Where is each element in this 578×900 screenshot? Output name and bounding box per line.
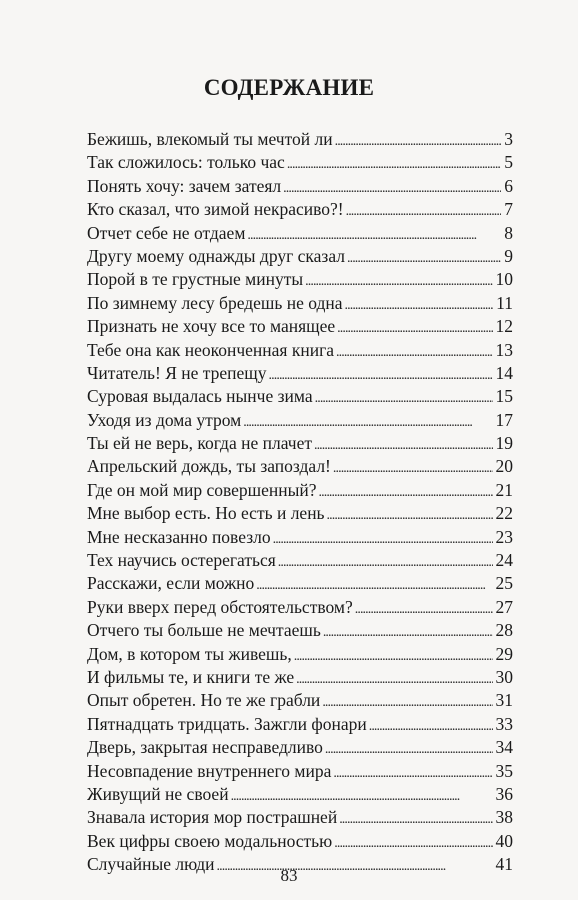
toc-entry-title: И фильмы те, и книги те же xyxy=(87,666,295,687)
page-number: 83 xyxy=(280,866,298,885)
toc-entry xyxy=(87,713,513,736)
dot-leader xyxy=(283,177,501,200)
toc-entry-title: Отчего ты больше не мечтаешь xyxy=(87,620,321,641)
toc-entry-page: 8 xyxy=(504,222,513,243)
dot-leader xyxy=(345,294,494,317)
toc-entry-title: Кто сказал, что зимой некрасиво?! xyxy=(87,199,344,220)
dot-leader xyxy=(337,317,492,340)
toc-entry xyxy=(87,502,513,525)
toc-entry xyxy=(87,245,513,268)
toc-entry-page: 20 xyxy=(495,456,513,477)
toc-heading: СОДЕРЖАНИЕ xyxy=(203,75,375,100)
toc-entry-title: Другу моему однажды друг сказал xyxy=(87,245,345,266)
dot-leader xyxy=(339,808,492,831)
toc-entry xyxy=(87,268,513,291)
toc-entry-page: 40 xyxy=(495,830,513,851)
toc-entry-page: 22 xyxy=(495,503,513,524)
toc-entry-title: Случайные люди xyxy=(87,854,215,875)
toc-entry-page: 13 xyxy=(495,339,513,360)
dot-leader xyxy=(333,457,493,480)
toc-entry-page: 14 xyxy=(495,362,513,383)
toc-entry xyxy=(87,339,513,362)
dot-leader xyxy=(243,411,492,434)
dot-leader xyxy=(294,645,493,668)
dot-leader xyxy=(247,224,501,247)
dot-leader xyxy=(322,691,492,714)
toc-entry-title: Опыт обретен. Но те же грабли xyxy=(87,690,321,711)
dot-leader xyxy=(278,551,493,574)
toc-entry-title: Так сложилось: только час xyxy=(87,152,285,173)
toc-entry xyxy=(87,736,513,759)
toc-entry-page: 21 xyxy=(495,479,513,500)
toc-entry-page: 3 xyxy=(504,129,513,149)
toc-entry-title: Расскажи, если можно xyxy=(87,573,255,594)
dot-leader xyxy=(231,785,493,808)
dot-leader xyxy=(346,200,502,223)
toc-entry-title: По зимнему лесу бредешь не одна xyxy=(87,292,343,313)
dot-leader xyxy=(323,621,493,644)
dot-leader xyxy=(333,762,492,785)
toc-entry-page: 11 xyxy=(496,292,513,313)
toc-entry-page: 41 xyxy=(495,854,513,875)
toc-entry xyxy=(87,526,513,549)
toc-entry-page: 10 xyxy=(495,269,513,290)
toc-entry-page: 12 xyxy=(495,316,513,337)
toc-entry-page: 23 xyxy=(495,526,513,547)
dot-leader xyxy=(269,364,493,387)
toc-entry-page: 28 xyxy=(495,620,513,641)
dot-leader xyxy=(305,270,492,293)
dot-leader xyxy=(327,504,493,527)
toc-entry-title: Отчет себе не отдаем xyxy=(87,222,246,243)
dot-leader xyxy=(315,387,493,410)
toc-entry xyxy=(87,175,513,198)
toc-entry-title: Дверь, закрытая несправедливо xyxy=(87,737,323,758)
toc-entry-title: Дом, в котором ты живешь, xyxy=(87,643,292,664)
toc-entry-title: Где он мой мир совершенный? xyxy=(87,479,317,500)
toc-entry-page: 19 xyxy=(495,433,513,454)
dot-leader xyxy=(335,130,502,153)
toc-entry-title: Знавала история мор пострашней xyxy=(87,807,338,828)
toc-entry xyxy=(87,362,513,385)
dot-leader xyxy=(325,738,493,761)
toc-entry-page: 38 xyxy=(495,807,513,828)
toc-entry xyxy=(87,619,513,642)
toc-entry-page: 33 xyxy=(495,713,513,734)
toc-entry xyxy=(87,222,513,245)
toc-entry-title: Несовпадение внутреннего мира xyxy=(87,760,332,781)
dot-leader xyxy=(296,668,492,691)
toc-entry xyxy=(87,385,513,408)
toc-entry xyxy=(87,315,513,338)
toc-entry xyxy=(87,479,513,502)
dot-leader xyxy=(256,574,492,597)
dot-leader xyxy=(334,832,492,855)
toc-entry-page: 34 xyxy=(495,737,513,758)
toc-entry-title: Пятнадцать тридцать. Зажгли фонари xyxy=(87,713,367,734)
toc-entry-page: 35 xyxy=(495,760,513,781)
toc-entry-page: 5 xyxy=(504,152,513,173)
toc-entry xyxy=(87,666,513,689)
toc-entry-title: Бежишь, влекомый ты мечтой ли xyxy=(87,129,333,149)
toc-entry-title: Тех научись остерегаться xyxy=(87,550,276,571)
toc-entry-page: 25 xyxy=(495,573,513,594)
toc-entry-title: Ты ей не верь, когда не плачет xyxy=(87,433,312,454)
toc-entry-page: 24 xyxy=(495,550,513,571)
toc-entry-page: 17 xyxy=(495,409,513,430)
toc-entry xyxy=(87,198,513,221)
dot-leader xyxy=(319,481,493,504)
dot-leader xyxy=(347,247,501,270)
toc-entry xyxy=(87,549,513,572)
toc-entry xyxy=(87,409,513,432)
toc-entry-title: Век цифры своею модальностью xyxy=(87,830,333,851)
toc-entry-title: Мне несказанно повезло xyxy=(87,526,271,547)
toc-entry xyxy=(87,783,513,806)
toc-entry-page: 27 xyxy=(495,596,513,617)
toc-entry-title: Суровая выдалась нынче зима xyxy=(87,386,313,407)
toc-entry-page: 6 xyxy=(504,175,513,196)
toc-entry-page: 7 xyxy=(504,199,513,220)
toc-entry xyxy=(87,643,513,666)
toc-entry xyxy=(87,432,513,455)
toc-entry-title: Порой в те грустные минуты xyxy=(87,269,304,290)
toc-entry-title: Руки вверх перед обстоятельством? xyxy=(87,596,353,617)
dot-leader xyxy=(314,434,493,457)
toc-entry xyxy=(87,572,513,595)
toc-entry-title: Признать не хочу все то манящее xyxy=(87,316,336,337)
toc-entry-page: 36 xyxy=(495,783,513,804)
toc-entry xyxy=(87,830,513,853)
toc-entry-page: 15 xyxy=(495,386,513,407)
toc-entry xyxy=(87,151,513,174)
toc-entry-title: Тебе она как неоконченная книга xyxy=(87,339,335,360)
toc-entry-page: 9 xyxy=(504,245,513,266)
toc-entry-page: 31 xyxy=(495,690,513,711)
toc-entry-page: 30 xyxy=(495,666,513,687)
toc-entry-page: 29 xyxy=(495,643,513,664)
toc-entry xyxy=(87,689,513,712)
dot-leader xyxy=(336,341,492,364)
toc-entry xyxy=(87,128,513,151)
toc-entry xyxy=(87,596,513,619)
toc-entry-title: Живущий не своей xyxy=(87,783,229,804)
dot-leader xyxy=(369,715,493,738)
toc-entry-title: Читатель! Я не трепещу xyxy=(87,362,267,383)
toc-entry xyxy=(87,292,513,315)
toc-entry xyxy=(87,760,513,783)
toc-entry xyxy=(87,806,513,829)
table-of-contents xyxy=(87,128,513,877)
toc-entry-title: Мне выбор есть. Но есть и лень xyxy=(87,503,325,524)
dot-leader xyxy=(287,153,501,176)
dot-leader xyxy=(273,528,493,551)
dot-leader xyxy=(355,598,493,621)
toc-entry-title: Апрельский дождь, ты запоздал! xyxy=(87,456,331,477)
toc-entry xyxy=(87,455,513,478)
toc-entry-title: Понять хочу: зачем затеял xyxy=(87,175,282,196)
toc-entry-title: Уходя из дома утром xyxy=(87,409,242,430)
